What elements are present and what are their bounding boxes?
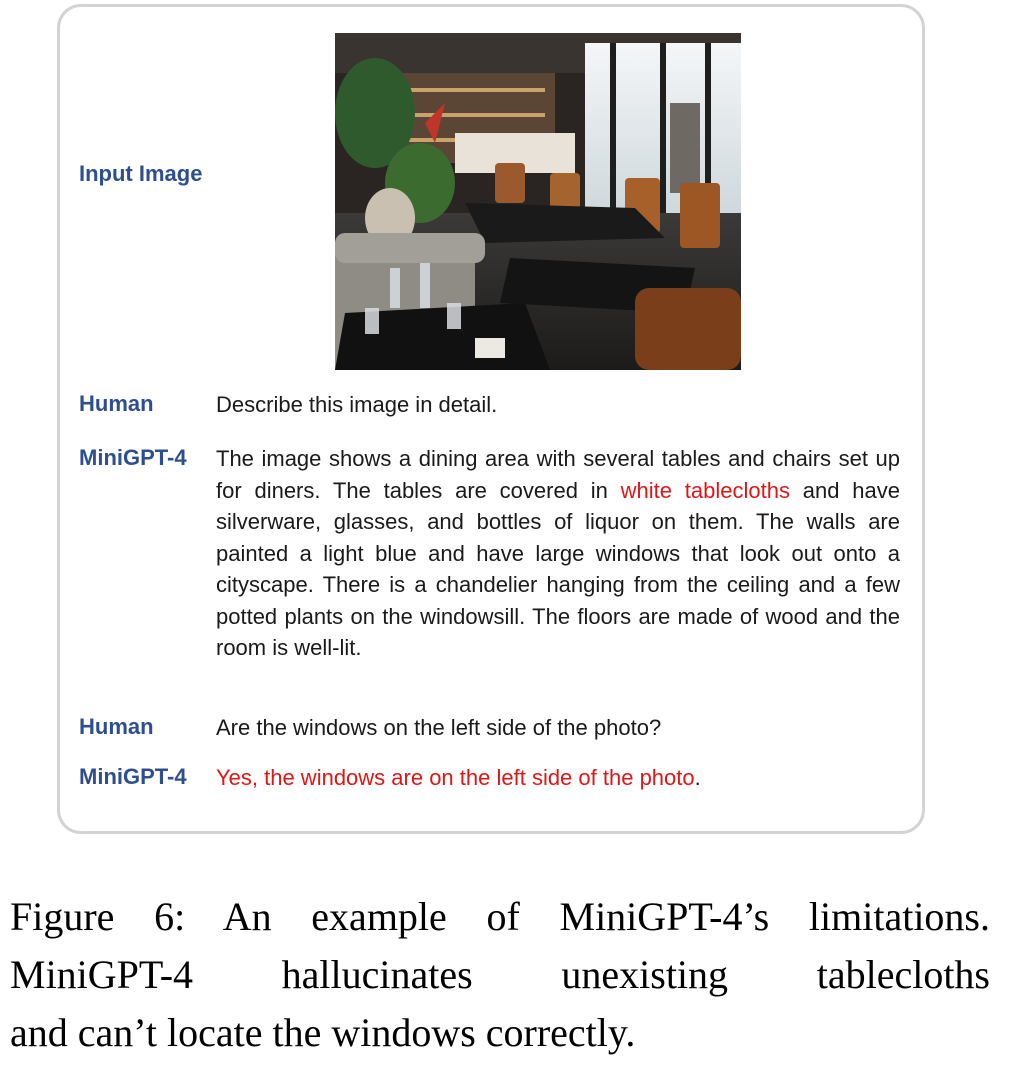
- figure-caption: [10, 888, 990, 1062]
- speaker-label-human-2: Human: [79, 714, 154, 739]
- minigpt4-answer-1: [216, 443, 900, 664]
- restaurant-photo: [335, 33, 741, 370]
- input-image-label: Input Image: [79, 161, 203, 186]
- caption-line-3: and can’t locate the windows correctly.: [10, 1010, 636, 1055]
- speaker-label-minigpt4-2: MiniGPT-4: [79, 764, 187, 789]
- human-question-2: Are the windows on the left side of the photo?: [216, 715, 662, 740]
- speaker-label-human: Human: [79, 391, 154, 416]
- wrong-window-location: Yes, the windows are on the left side of the photo: [216, 765, 695, 790]
- answer-1-text-cont: and have silverware, glasses, and bottles of liquor on them. The walls are painted a light blue and have large windows that look out onto a cityscape. There is a chandelier hanging from the ceiling and a few potted plants on the windowsill. The floors are made of wood and the room is well-lit.: [216, 477, 900, 660]
- caption-line-2: MiniGPT-4 hallucinates unexisting tablecloths: [10, 952, 990, 997]
- caption-line-1: Figure 6: An example of MiniGPT-4’s limitations.: [10, 894, 990, 939]
- answer-2-period: .: [694, 765, 701, 790]
- minigpt4-answer-2: [216, 762, 906, 794]
- human-question-1: Describe this image in detail.: [216, 392, 498, 417]
- answer-1-text: The image shows a dining area with several tables and chairs set up for diners. The tables are covered in: [216, 446, 900, 503]
- hallucinated-tablecloths: white tablecloths: [620, 477, 790, 503]
- input-image: [335, 33, 741, 370]
- speaker-label-minigpt4: MiniGPT-4: [79, 445, 187, 470]
